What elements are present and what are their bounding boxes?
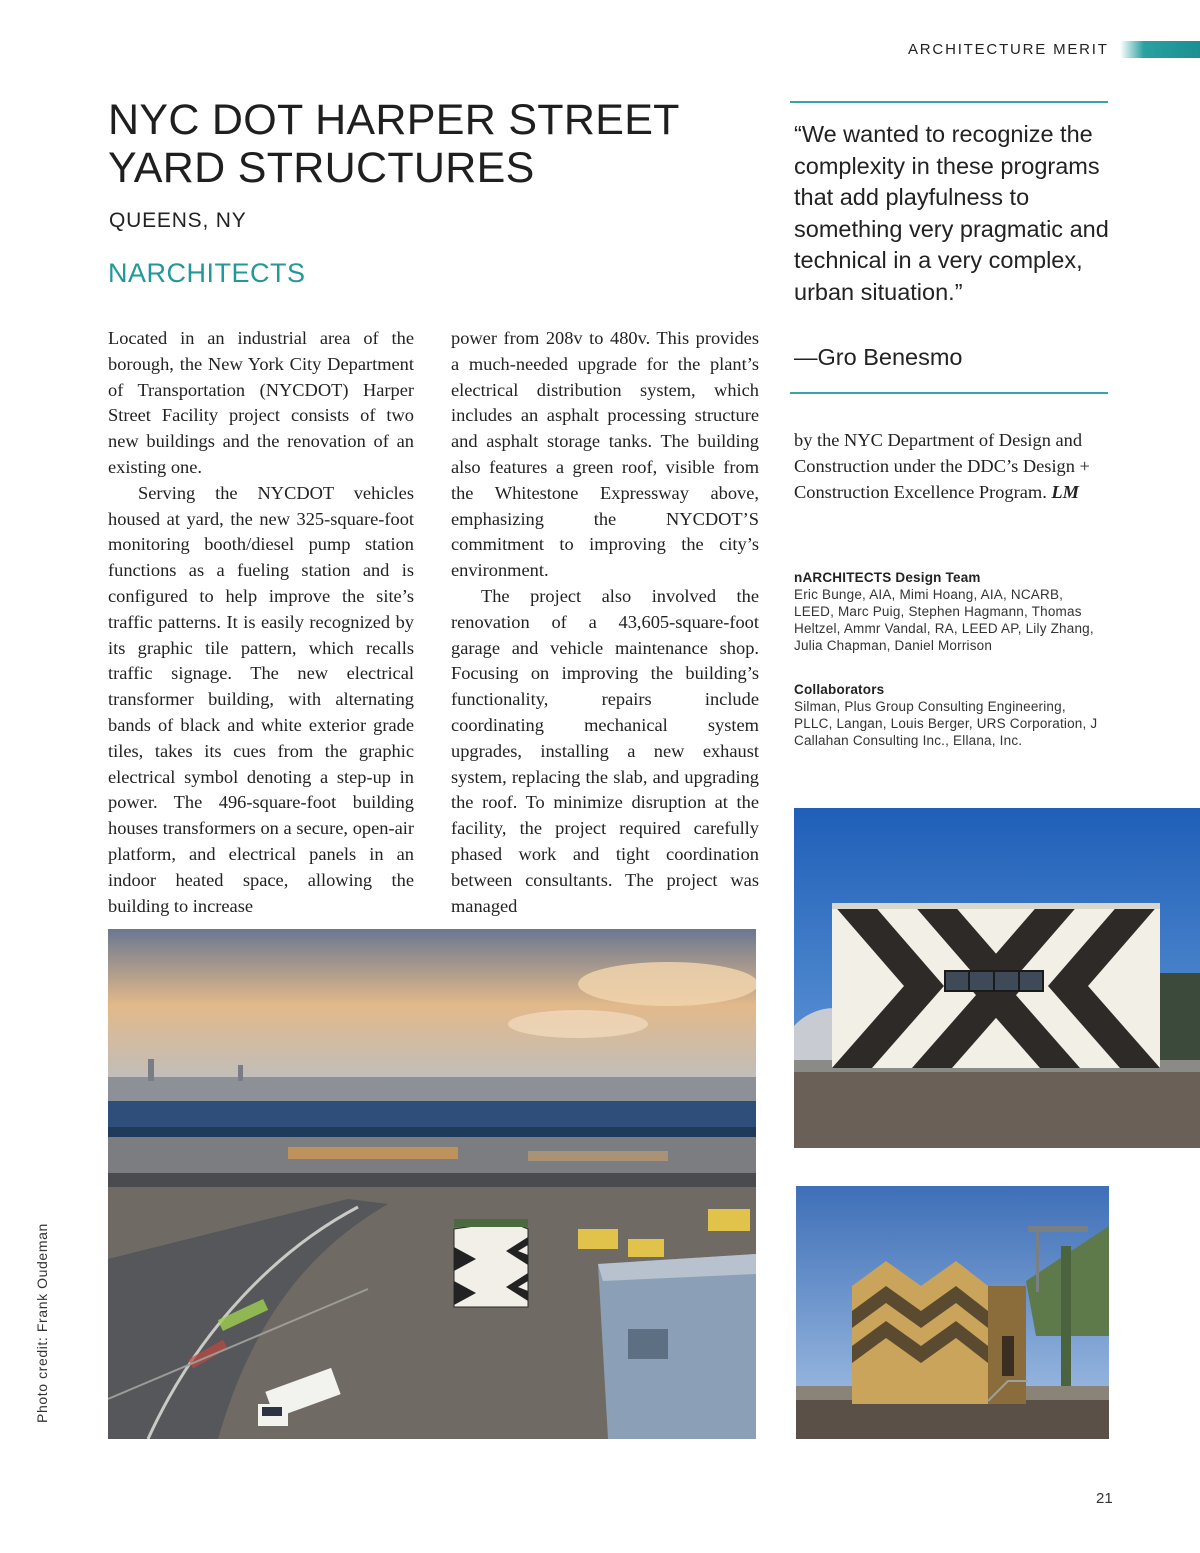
design-team-credits [794,569,1104,654]
photo-transformer-building [794,808,1200,1148]
design-team-list: Eric Bunge, AIA, Mimi Hoang, AIA, NCARB, LEED, Marc Puig, Stephen Hagmann, Thomas Heltzel, Ammr Vandal, RA, LEED AP, Lily Zhang, Julia Chapman, Daniel Morrison [794,587,1094,653]
body-paragraph: power from 208v to 480v. This provides a much-needed upgrade for the plant’s electrical distribution system, which includes an asphalt processing structure and asphalt storage tanks. The building also features a green roof, visible from the Whitestone Expressway above, emphasizing the NYCDOT’S commitment to improving the city’s environment. [451,328,759,581]
photo-aerial-site [108,929,756,1439]
body-paragraph: The project also involved the renovation of a 43,605-square-foot garage and vehicle maintenance shop. Focusing on improving the building’s functionality, repairs include coordinating mechanical system upgrades, installing a new exhaust system, replacing the slab, and upgrading the roof. To minimize disruption at the facility, the project required carefully phased work and tight coordination between consultants. The project was managed [451,585,759,916]
article-location: QUEENS, NY [109,209,247,232]
collaborators-heading: Collaborators [794,682,885,697]
architect-firm: NARCHITECTS [108,258,306,288]
page-number: 21 [1096,1490,1113,1507]
pull-quote: “We wanted to recognize the complexity in these programs that add playfulness to something very pragmatic and technical in a very complex, urban situation.” [794,121,1109,305]
body-column-3 [794,428,1102,505]
article-title: NYC DOT HARPER STREET YARD STRUCTURES [108,96,679,192]
collaborators-credits [794,681,1104,749]
header-accent-bar [1120,41,1200,58]
collaborators-list: Silman, Plus Group Consulting Engineering, PLLC, Langan, Louis Berger, URS Corporation, J Callahan Consulting Inc., Ellana, Inc. [794,699,1098,748]
author-initials: LM [1051,481,1080,502]
pull-quote-author: —Gro Benesmo [794,344,963,370]
body-paragraph: by the NYC Department of Design and Construction under the DDC’s Design + Construction Excellence Program. [794,430,1090,502]
quote-rule-top [790,101,1108,103]
body-paragraph: Serving the NYCDOT vehicles housed at yard, the new 325-square-foot monitoring booth/diesel pump station functions as a fueling station and is configured to help improve the site’s traffic patterns. It is easily recognized by its graphic tile pattern, which recalls traffic signage. The new electrical transformer building, with alternating bands of black and white exterior grade tiles, takes its cues from the graphic electrical symbol denoting a step-up in power. The 496-square-foot building houses transformers on a secure, open-air platform, and electrical panels in an indoor heated space, allowing the building to increase [108,482,414,916]
quote-rule-bottom [790,392,1108,394]
design-team-heading: nARCHITECTS Design Team [794,570,981,585]
photo-credit: Photo credit: Frank Oudeman [34,1223,50,1423]
body-paragraph: Located in an industrial area of the borough, the New York City Department of Transportation (NYCDOT) Harper Street Facility project consists of two new buildings and the renovation of an existing one. [108,328,414,477]
body-column-2 [451,326,759,919]
body-column-1 [108,326,414,919]
photo-monitoring-booth [796,1186,1109,1439]
section-label: ARCHITECTURE MERIT [908,41,1109,58]
